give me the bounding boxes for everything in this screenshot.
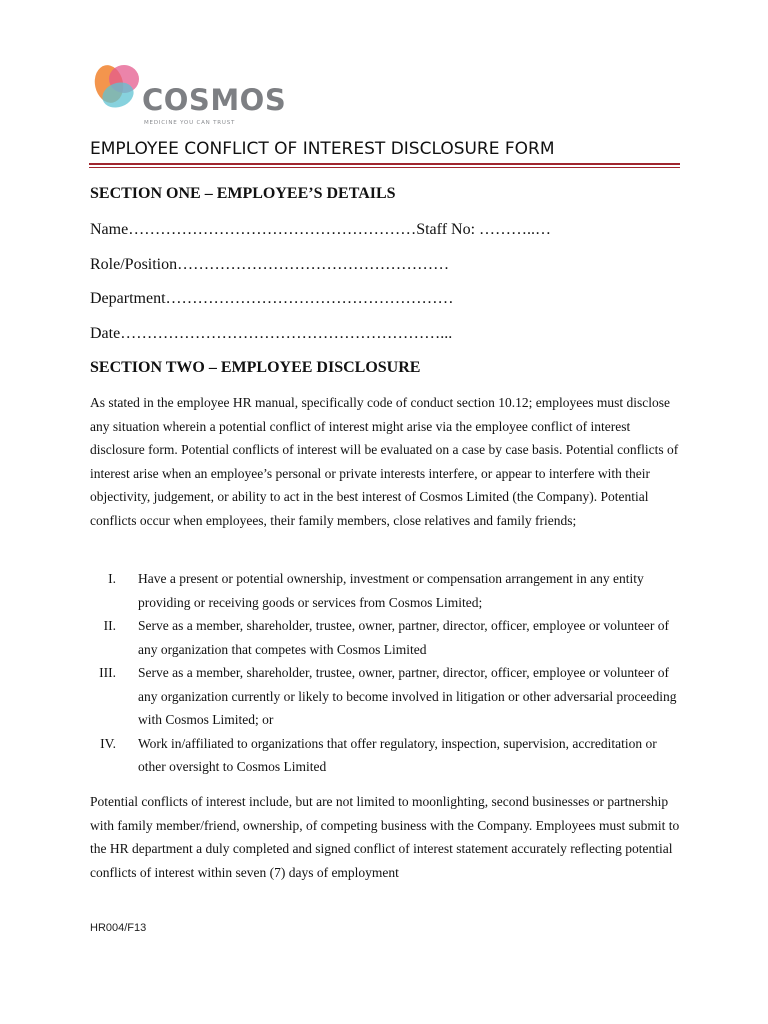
list-item bbox=[90, 614, 682, 661]
list-item bbox=[90, 732, 682, 779]
disclosure-closing: Potential conflicts of interest include, but are not limited to moonlighting, second businesses or partnership with family member/friend, ownership, of competing business with the Company. Employees must submit to the HR department a duly completed and signed conflict of interest statement accurately reflecting potential conflicts of interest within seven (7) days of employment bbox=[90, 794, 680, 880]
company-logo bbox=[92, 58, 287, 130]
section-one-heading: SECTION ONE – EMPLOYEE’S DETAILS bbox=[90, 185, 396, 202]
form-title: EMPLOYEE CONFLICT OF INTEREST DISCLOSURE FORM bbox=[90, 139, 555, 159]
title-underline bbox=[89, 163, 680, 165]
department-field[interactable]: Department……………………………………………… bbox=[90, 290, 454, 307]
list-text: Have a present or potential ownership, investment or compensation arrangement in any entity providing or receiving goods or services from Cosmos Limited; bbox=[138, 571, 644, 610]
section-two-heading: SECTION TWO – EMPLOYEE DISCLOSURE bbox=[90, 359, 421, 376]
list-text: Serve as a member, shareholder, trustee, owner, partner, director, officer, employee or volunteer of any organization that competes with Cosmos Limited bbox=[138, 618, 670, 657]
list-numeral: I. bbox=[108, 571, 116, 586]
brand-name: COSMOS bbox=[142, 83, 287, 117]
conflict-list bbox=[90, 567, 682, 779]
role-field[interactable]: Role/Position…………………………………………… bbox=[90, 256, 450, 273]
list-text: Work in/affiliated to organizations that offer regulatory, inspection, supervision, accreditation or other oversight to Cosmos Limited bbox=[138, 735, 657, 774]
list-numeral: II. bbox=[103, 618, 116, 633]
disclosure-intro: As stated in the employee HR manual, specifically code of conduct section 10.12; employees must disclose any situation wherein a potential conflict of interest might arise via the employee conflict of interest disclosure form. Potential conflicts of interest will be evaluated on a case by case basis. Potential conflicts of interest arise when an employee’s personal or private interests interfere, or appear to interfere with their objectivity, judgement, or ability to act in the best interest of Cosmos Limited (the Company). Potential conflicts occur when employees, their family members, close relatives and family friends; bbox=[90, 395, 679, 528]
list-numeral: III. bbox=[99, 665, 116, 680]
name-staff-field[interactable]: Name………………………………………………Staff No: ………..… bbox=[90, 221, 552, 238]
document-code: HR004/F13 bbox=[90, 922, 147, 934]
list-item bbox=[90, 661, 682, 732]
title-underline-thin bbox=[89, 167, 680, 168]
date-field[interactable]: Date……………………………………………………... bbox=[90, 325, 453, 342]
list-numeral: IV. bbox=[100, 735, 116, 751]
list-text: Serve as a member, shareholder, trustee, owner, partner, director, officer, employee or volunteer of any organization currently or likely to become involved in litigation or other adversarial proceeding with Cosmos Limited; or bbox=[138, 665, 677, 727]
brand-tagline: MEDICINE YOU CAN TRUST bbox=[144, 120, 236, 126]
cosmos-logo-icon bbox=[92, 61, 144, 119]
list-item bbox=[90, 567, 682, 614]
